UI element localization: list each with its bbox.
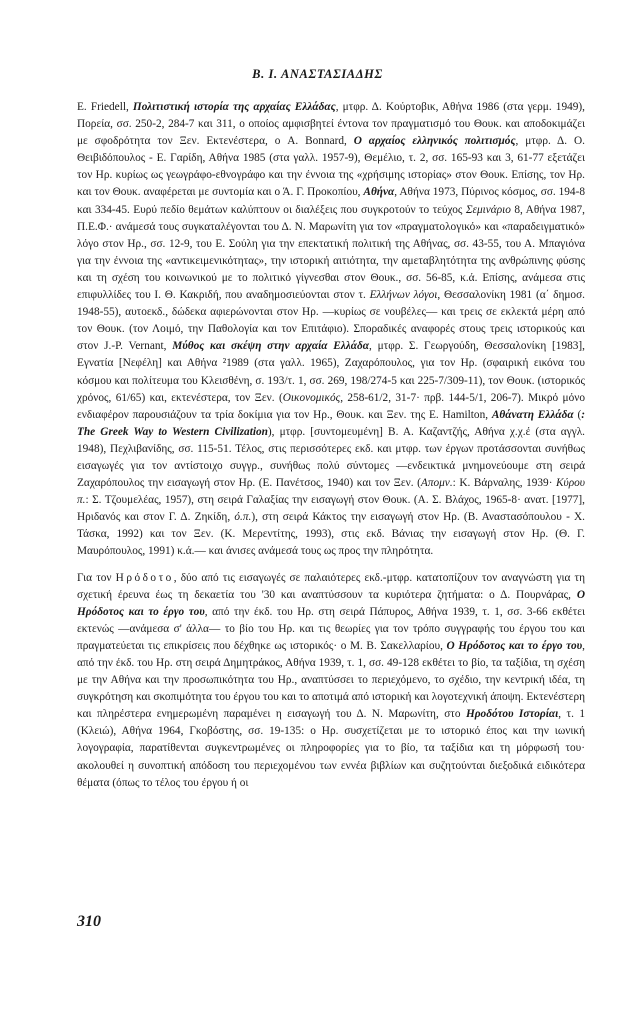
- text-run: , μτφρ. Δ. Κούρτοβικ, Αθήνα 1986 (στα γερμ. 1949), Πορεία, σσ. 250-2, 284-7 και 311, ο οποίος αμφισβητεί έντονα τον πραγματισμό του Θουκ. και αποδοκιμάζει με σφοδρότητα τον Ξεν. Εκτενέστερα, ο A. Bonnard,: [77, 101, 585, 148]
- text-run: , μτφρ. Σ. Γεωργούδη, Θεσσαλονίκη [1983], Εγνατία [Νεφέλη] και Αθήνα ²1989 (στα γαλλ. 1965), Ζαχαρόπουλος, για τον Ηρ. (σφαιρική εικόνα του κόσμου και πολίτευμα του Κλεισθένη, σ. 193/τ. 1, σσ. 269, 198/274-5 και 225-7/309-11), τον Θουκ. (ιστορικός χρόνος, 61/65) και, εκτενέστερα, τον Ξεν. (: [77, 340, 585, 404]
- text-run: , τ. 1 (Κλειώ), Αθήνα 1964, Γκοβόστης, σσ. 19-135: ο Ηρ. συσχετίζεται με το ιστορικό έπος και την ιωνική λογογραφία, παρατίθενται συγκεντρωμένες οι πληροφορίες για το βίο, τα ταξίδια και τη μόρφωσή του· ακολουθεί η συνοπτική απόδοση του περιεχομένου των εννέα βιβλίων και συζητούνται διεξοδικά ειδικότερα θέματα (όπως το τέλος του έργου ή οι: [77, 708, 585, 789]
- text-run: , μτφρ. Δ. Ο. Θειβιδόπουλος - Ε. Γαρίδη, Αθήνα 1985 (στα γαλλ. 1957-9), Θεμέλιο, τ. 2, σσ. 165-93 και 3, 61-77 εξετάζει τον Ηρ. κυρίως ως γεωγράφο-εθνογράφο και την έννοια της «χρήσιμης ιστορίας» στον Θουκ. Επίσης, τον Ηρ. και τον Θουκ. αναφέρεται με συντομία και ο Ά. Γ. Προκοπίου,: [77, 135, 585, 199]
- body-text: [77, 99, 585, 792]
- text-run: Ηρόδοτο: [115, 571, 174, 584]
- text-run: ό.π.: [234, 511, 252, 524]
- text-run: ), μτφρ. [συντομευμένη] Β. Α. Καζαντζής, Αθήνα χ.χ.έ (στα αγγλ. 1948), Πεχλιβανίδης, σσ. 115-51. Τέλος, στις περισσότερες εκδ. και μτφρ. των έργων προτάσσονται συνήθως εισαγωγές για τον αντίστοιχο συγγρ., συνήθως πολύ σύντομες —ενδεικτικά μνημονεύουμε στη σειρά Ζαχαρόπουλος την εισαγωγή στον Ηρ. (Ε. Πανέτσος, 1940) και τον Ξεν. (: [77, 425, 585, 490]
- text-run: Σεμινάριο: [465, 203, 511, 216]
- text-run: , Αθήνα 1973, Πύρινος κόσμος, σσ. 194-8 και 334-45. Ευρύ πεδίο θεμάτων καλύπτουν οι διαλέξεις που συγκροτούν το τεύχος: [77, 186, 585, 216]
- text-run: : Κ. Βάρναλης, 1939·: [452, 477, 557, 490]
- text-run: , Θεσσαλονίκη 1981 (α΄ δημοσ. 1948-55), αυτοεκδ., δώδεκα αφιερώνονται στον Ηρ. —κυρίως σε νουβέλες— και τρεις σε εκλεκτά μέρη από τον Θουκ. (τον Λοιμό, την Παθολογία και τον Επιτάφιο). Σποραδικές αναφορές στους τρεις ιστορικούς και στον J.-P. Vernant,: [77, 289, 585, 353]
- page-number: 310: [77, 913, 101, 930]
- text-run: Οικονομικός: [282, 391, 341, 404]
- text-run: Αθήνα: [363, 186, 395, 199]
- text-run: Ηροδότου Ιστορίαι: [465, 708, 559, 721]
- text-run: , 258-61/2, 31-7· πρβ. 144-5/1, 206-7). Μικρό μόνο ενδιαφέρον παρουσιάζουν τα τρία δοκίμια για τον Ηρ., Θουκ. και Ξεν. της E. Hamilton,: [77, 391, 585, 421]
- text-run: (: [573, 408, 582, 421]
- text-run: : The Greek Way to Western Civilization: [77, 408, 585, 438]
- running-head: Β. Ι. ΑΝΑΣΤΑΣΙΑΔΗΣ: [252, 67, 383, 81]
- text-run: E. Friedell,: [77, 101, 133, 113]
- text-run: , από την έκδ. του Ηρ. στη σειρά Δημητράκος, Αθήνα 1939, τ. 1, σσ. 49-128 εκθέτει το βίο, τα ταξίδια, τη σχέση με την Αθήνα και την προσωπικότητα του Ηρ., αναπτύσσει το περιεχόμενο, το σχέδιο, την κεντρική ιδέα, τη συγκρότηση και σκοπιμότητα του έργου του και το αποτιμά από ιστορική και λογοτεχνική άποψη. Εκτενέστερη και πληρέστερα ενημερωμένη παραμένει η εισαγωγή του Δ. Ν. Μαρωνίτη, στο: [77, 639, 585, 721]
- paragraph-herodotus: [77, 570, 585, 792]
- text-run: : Σ. Τζουμελέας, 1957), στη σειρά Γαλαξίας την εισαγωγή στον Θουκ. (Α. Σ. Βλάχος, 1965-8· ανατ. [1977], Ηριδανός και στον Γ. Δ. Ζηκίδη,: [77, 494, 585, 524]
- text-run: Μύθος και σκέψη στην αρχαία Ελλάδα: [172, 340, 370, 353]
- text-run: Απομν.: [420, 477, 453, 490]
- text-run: Ο Ηρόδοτος και το έργο του: [446, 639, 583, 652]
- text-run: Πολιτιστική ιστορία της αρχαίας Ελλάδας: [132, 101, 336, 113]
- text-run: Κύρου π.: [77, 477, 585, 507]
- text-run: Αθάνατη Ελλάδα: [491, 408, 574, 421]
- text-run: , δύο από τις εισαγωγές σε παλαιότερες εκδ.-μτφρ. κατατοπίζουν τον αναγνώστη για τη σχετική έρευνα έως τη δεκαετία του '30 και αναπτύσσουν τα κυριότερα ζητήματα: ο Δ. Πουρνάρας,: [77, 571, 586, 601]
- text-run: Ελλήνων λόγοι: [369, 289, 438, 302]
- text-run: ), στη σειρά Κάκτος την εισαγωγή στον Ηρ. (Β. Αναστασόπουλου - Χ. Τάσκα, 1992) και τον Ξεν. (Κ. Μερεντίτης, 1993), στις εκδ. Βάνιας την εισαγωγή στον Ηρ. (Θ. Γ. Μαυρόπουλος, 1991) κ.ά.— και άνισες ανάμεσά τους ως προς την πληρότητα.: [77, 511, 585, 558]
- text-run: Ο αρχαίος ελληνικός πολιτισμός: [353, 135, 516, 148]
- paragraph-bibliography: [77, 99, 585, 561]
- text-run: , από την έκδ. του Ηρ. στη σειρά Πάπυρος, Αθήνα 1939, τ. 1, σσ. 3-66 εκθέτει εκτενώς —ανάμεσα σ' άλλα— το βίο του Ηρ. και τις θεωρίες για τον τρόπο συγγραφής του έργου του και πραγματεύεται τις επικρίσεις που δέχθηκε ως ιστορικός· ο Μ. Β. Σακελλαρίου,: [77, 605, 585, 652]
- text-run: Για τον: [77, 571, 116, 584]
- text-run: Ο Ηρόδοτος και το έργο του: [77, 588, 585, 618]
- text-run: 8, Αθήνα 1987, Π.Ε.Φ.· ανάμεσά τους συγκαταλέγονται του Δ. Ν. Μαρωνίτη για τον «πραγματολογικό» και «παραδειγματικό» λόγο στον Ηρ., σσ. 12-9, του Ε. Σούλη για την επεκτατική πολιτική της Αθήνας, σσ. 43-55, του Α. Μπαγιόνα για την έννοια της «αντικειμενικότητας», την ιστορική αιτιότητα, την αμεταβλητότητα της ανθρώπινης φύσης και τη σχέση του κοινωνικού με το πολιτικό γίγνεσθαι στον Θουκ., σσ. 56-85, κ.ά. Επίσης, ανάμεσα στις επιφυλλίδες του Ι. Θ. Κακριδή, που αναδημοσιεύονται στον τ.: [77, 203, 586, 302]
